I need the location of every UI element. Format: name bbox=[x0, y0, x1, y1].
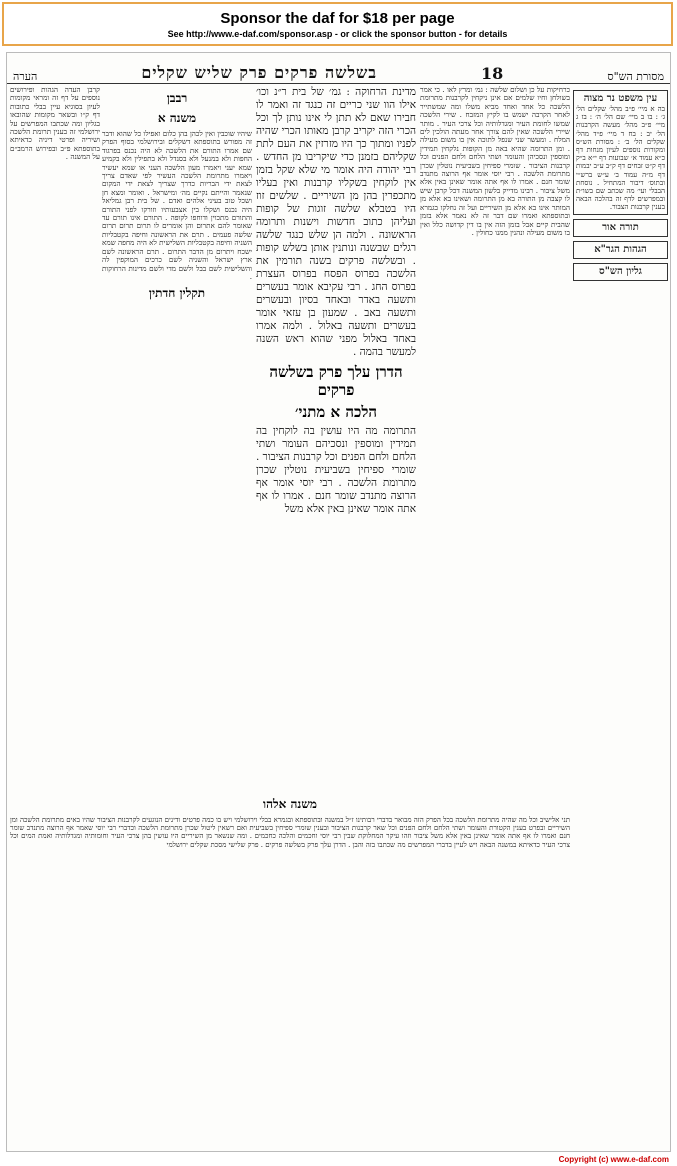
talmud-page bbox=[6, 52, 671, 1152]
bottom-commentary bbox=[10, 792, 570, 1144]
torah-ohr-title: תורה אור bbox=[602, 221, 639, 233]
chapter-end-heading: הדרן עלך פרק בשלשה פרקים bbox=[269, 363, 403, 399]
torah-ohr-box bbox=[573, 219, 668, 237]
rashi-commentary-column bbox=[420, 86, 570, 786]
page-number: 18 bbox=[481, 64, 504, 83]
header-right-label: מסורת הש"ס bbox=[607, 70, 664, 83]
ein-mishpat-box bbox=[573, 90, 668, 215]
main-text-after: התרומה מה היו עושין בה לוקחין בה תמידין ומוספין ונסכיהם העומר ושתי הלחם ולחם הפנים וכל קרבנות הציבור . שומרי ספיחין בשביעית נוטלין שכרן מתרומת הלשכה . רבי יוסי אומר אף הרוצה מתנדב שומר חנם . אמרו לו אף אתה אומר שאינן באין אלא משל bbox=[256, 425, 416, 515]
rashi-text: כרחיקות על כן ושלום שלשה : גמ׳ ומרץ לאו . כי אמר בשולחן וחיו שלמים אם אינן ניקחין לקרבנות מתרומת הלשכה כל אחד ואחד מביא משלו ומה שמשתייר לאחר הקרבה ישמש בו לקיץ המזבח . שירי הלשכה שמשו לחומת העיר ומגדלותיה וכל צרכי העיר . מותר שיירי הלשכה שאין להם צורך אחר מעתה הולכין לים המלח . ומעשר שני שנפל לתוכה אין בו משום מעילה . ומן התרומה שהיא באה מן הקופות נלקחין תמידין ומוספין ונסכיהן והעומר ושתי הלחם ולחם הפנים וכל קרבנות הציבור . שומרי ספיחין בשביעית נוטלין שכרן מתרומת הלשכה . רבי יוסי אומר אף הרוצה מתנדב שומר חנם . אמרו לו אף אתה אומר שאינן באין אלא משל ציבור . רבינו מדייק בלשון המשנה דכל קרבן שיש לו קצבה מן התורה בא מן התרומה ושאינו בא אלא מן המותר אינו בא אלא מן השיריים ועל זה נחלקו בגמרא ובתוספתא ואמרו שם דבר זה לא נאמר אלא בזמן שהבית קיים אבל בזמן הזה אין בו דין קדושה כלל ואין בו משום מעילה ונהנין ממנו כחולין . bbox=[420, 86, 570, 237]
main-text-before: מדינת הרחוקה : גמ׳ של בית ר״נ וכו׳ אילו הוו שני כריים זה כנגד זה ואמר לו חבירו שאם לא תתן לי אינו נותן לך וכל הכרי הזה יקריב קרבן מאותו הכרי שהיה לפניו ומתוך כך היו מזרזין את העם לתת שקליהם בזמנן כדי שיקריבו מן החדש . רבי יהודה היה אומר מי שלא שקל בזמן אין לוקחין בשקליו קרבנות ואין בעליו מתכפרין בהן מן השיריים . שלשים זוז היו בטבלא שלשה זוגות של קופות ועליהן כתוב חדשות וישנות ותרומה הראשונה . ולמה הן שלש כנגד שלשה רגלים שבשנה ונותנין אותן בשלש קופות . ובשלשה פרקים בשנה תורמין את הלשכה בפרוס הפסח בפרוס העצרת בפרוס החג . רבי עקיבא אומר בעשרים ותשעה באדר ובאחד בסיון ובעשרים ותשעה באב . שמעון בן עזאי אומר בעשרים ותשעה באלול . ולמה אמרו באחד באלול מפני שהוא ראש השנה למעשר בהמה . bbox=[256, 86, 416, 358]
halacha-heading: הלכה א מתני׳ bbox=[295, 403, 377, 421]
gilyon-box bbox=[573, 263, 668, 281]
running-header bbox=[7, 53, 670, 84]
left-margin-text: קרבן העדה הגהות ופירושים נוספים על דף זה ומראי מקומות לעיון בסוגיא עיין בבלי כתובות דף ק״ו ובשאר מקומות שהובאו בגליון ומה שכתבו המפרשים על ירושלמי זה בענין תרומת הלשכה ושיריה ופרטי דיניה כדאיתא בתוספתא פ״ב ובפירוש הרמב״ם על המשנה . bbox=[10, 86, 100, 162]
main-text-column bbox=[256, 86, 416, 786]
sponsor-headline[interactable]: Sponsor the daf for $18 per page bbox=[220, 10, 455, 27]
mishna-heading: משנה א bbox=[157, 111, 197, 125]
copyright-notice[interactable]: Copyright (c) www.e-daf.com bbox=[558, 1155, 669, 1164]
chapter-title: בשלשה פרקים פרק שליש שקלים bbox=[141, 63, 377, 82]
right-margin-column bbox=[573, 86, 668, 1148]
left-margin-column bbox=[10, 86, 100, 786]
tosafot-title: רבבן bbox=[166, 91, 188, 105]
sponsor-banner[interactable] bbox=[2, 2, 673, 46]
header-left-label: הערה bbox=[13, 70, 38, 83]
gilyon-title: גליון הש"ס bbox=[599, 265, 642, 277]
tosafot-text: שיהיו שוכבין ואין לכהן בהן כלום ואפילו כל שהוא ודבר זה מפורש בתוספתא דשקלים ובירושלמי בסוף הפרק שם אמרו התורם את הלשכה לא היה נכנס בפרגוד החפות ולא במנעל ולא בסנדל ולא בתפילין ולא בקמיע שמא יעני ויאמרו מעון הלשכה העני או שמא יעשיר ויאמרו מתרומת הלשכה העשיר לפי שאדם צריך לצאת ידי הבריות כדרך שצריך לצאת ידי המקום שנאמר והייתם נקיים מה׳ ומישראל . ואומר ומצא חן ושכל טוב בעיני אלהים ואדם . של בית רבן גמליאל היה נכנס ושקלו בין אצבעותיו וזורקו לפני התורם והתורם מתכוין ודוחפו לקופה . התורם אינו תורם עד שאומר להם אתרום והן אומרים לו תרום תרום תרום שלשה פעמים . תרם את הראשונה וחיפה בקטבליות השניה וחיפה בקטבליות השלישית לא היה מחפה שמא ישכח ויתרום מן הדבר התרום . תרם הראשונה לשם ארץ ישראל והשניה לשם כרכים המוקפין לה והשלישית לשם בבל ולשם מדי ולשם מדינות הרחוקות . bbox=[102, 129, 252, 281]
tosafot-column bbox=[102, 86, 252, 786]
bottom-title: משנה אלהו bbox=[263, 797, 317, 811]
hagahot-title: הגהות הגר"א bbox=[594, 243, 647, 255]
page-columns bbox=[7, 84, 670, 1152]
tosafot-subheading: תקלין חדתין bbox=[148, 286, 206, 301]
hagahot-box bbox=[573, 241, 668, 259]
right-margin-text: בה א מיי׳ פ״ב מהל׳ שקלים הל׳ ג׳ : בו ב מיי׳ שם הל׳ ה׳ : בז ג מיי׳ פ״ב מהל׳ מעשה הקרבנות הל׳ יב : בח ד מיי׳ פ״ד מהל׳ שקלים הל׳ ב׳ : מסורת הש״ס ומקורות נוספים לעיון מנחות דף כ״א עמוד א׳ שבועות דף י״א ב״ק דף ק״ט זבחים דף ק״ב ע״ב יבמות דף מ״ה עמוד ב׳ ע״ש ברש״י ובתוס׳ דיבור המתחיל . נוסחת הבבלי ועי׳ מה שכתב שם בשו״ת ובמפרשים לדף זה בהלכה הבאה בענין קרבנות הצבור. bbox=[576, 105, 665, 212]
bottom-text: תני אלישיב וכל מה שהיה מתרומת הלשכה בכל הפרק הזה מבואר בדברי רבותינו ז״ל במשנה ובתוספתא ובגמרא בבלי וירושלמי ויש בו כמה פרטים ודינים הנוגעים לקרבנות הציבור שהיו באים מתרומת הלשכה ומן השיריים ובפרט בענין הקטורת והעומר ושתי הלחם ולחם הפנים וכל שאר קרבנות הציבור ובענין שומרי ספיחין בשביעית ואם רשאין ליטול שכרן מתרומת הלשכה וכדברי רבי יוסי שאמר אף הרוצה מתנדב שומר חנם ואמרו לו אף אתה אומר שאינן באין אלא משל ציבור וזהו עיקר המחלוקת שבין רבי יוסי וחכמים והלכה כחכמים . ומה שנשאר מן השיריים היו עושין בהן צרכי העיר וחומותיה ומגדלותיה ואמת המים וכל צרכי העיר כדאיתא במשנה הבאה ויש לעיין בדברי המפרשים מה שכתבו בזה והבן . הדרן עלך פרק בשלשה פרקים . פרק שלישי מסכת שקלים ירושלמי bbox=[10, 816, 570, 849]
sponsor-subline: See http://www.e-daf.com/sponsor.asp - or click the sponsor button - for details bbox=[167, 29, 508, 39]
ein-mishpat-title: עין משפט נר מצוה bbox=[583, 93, 658, 104]
